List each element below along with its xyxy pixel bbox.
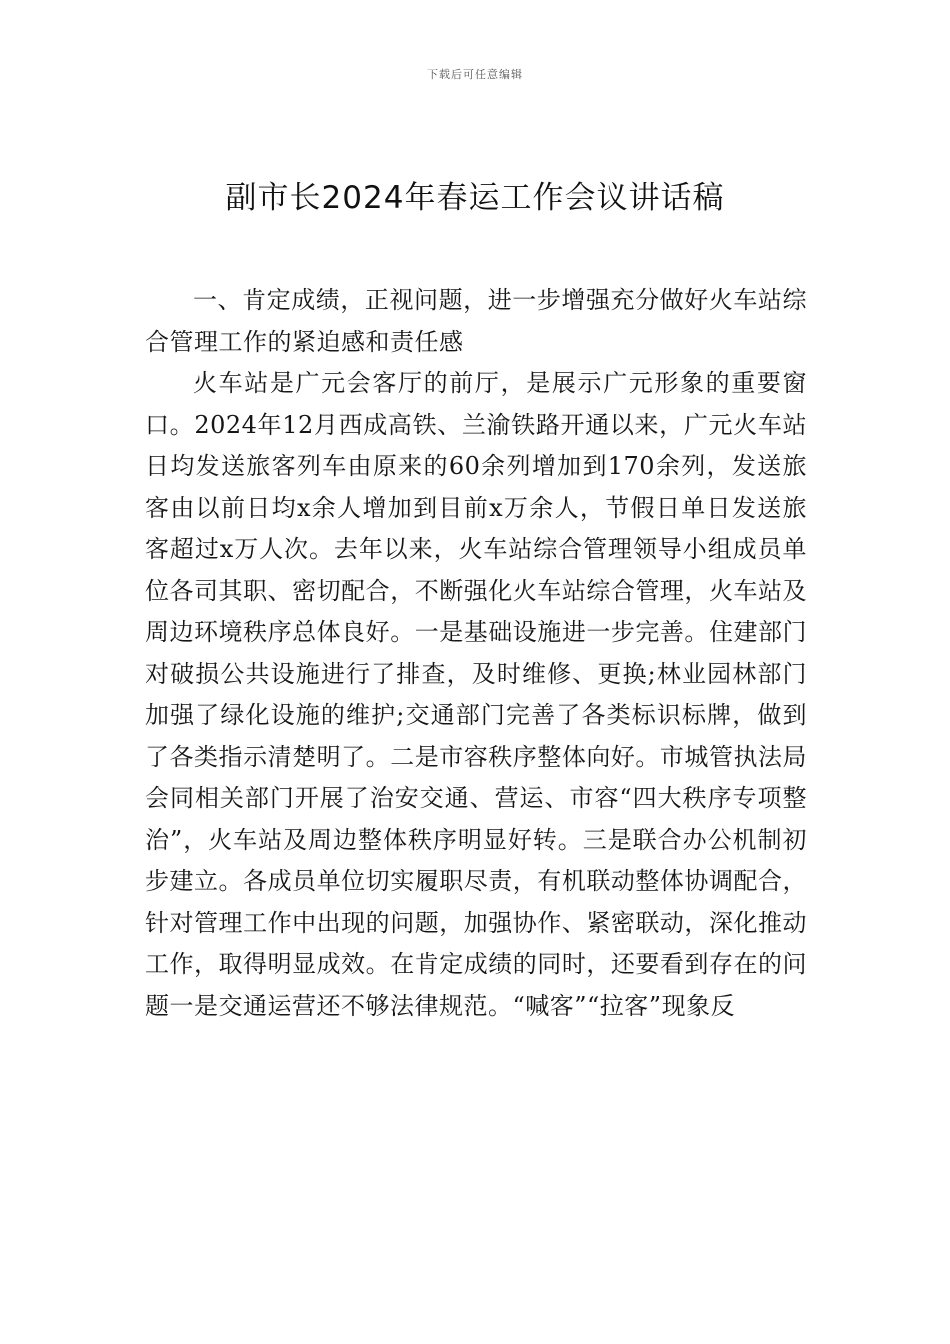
document-body	[145, 280, 807, 1027]
body-paragraph: 火车站是广元会客厅的前厅，是展示广元形象的重要窗口。2024年12月西成高铁、兰渝铁路开通以来，广元火车站日均发送旅客列车由原来的60余列增加到170余列，发送旅客由以前日均x余人增加到目前x万余人，节假日单日发送旅客超过x万人次。去年以来，火车站综合管理领导小组成员单位各司其职、密切配合，不断强化火车站综合管理，火车站及周边环境秩序总体良好。一是基础设施进一步完善。住建部门对破损公共设施进行了排查，及时维修、更换;林业园林部门加强了绿化设施的维护;交通部门完善了各类标识标牌，做到了各类指示清楚明了。二是市容秩序整体向好。市城管执法局会同相关部门开展了治安交通、营运、市容“四大秩序专项整治”，火车站及周边整体秩序明显好转。三是联合办公机制初步建立。各成员单位切实履职尽责，有机联动整体协调配合，针对管理工作中出现的问题，加强协作、紧密联动，深化推动工作，取得明显成效。在肯定成绩的同时，还要看到存在的问题一是交通运营还不够法律规范。“喊客”“拉客”现象反	[145, 369, 807, 1020]
section-heading: 一、肯定成绩，正视问题，进一步增强充分做好火车站综合管理工作的紧迫感和责任感	[145, 286, 807, 356]
document-title: 副市长2024年春运工作会议讲话稿	[225, 180, 725, 216]
header-note: 下载后可任意编辑	[427, 68, 523, 81]
